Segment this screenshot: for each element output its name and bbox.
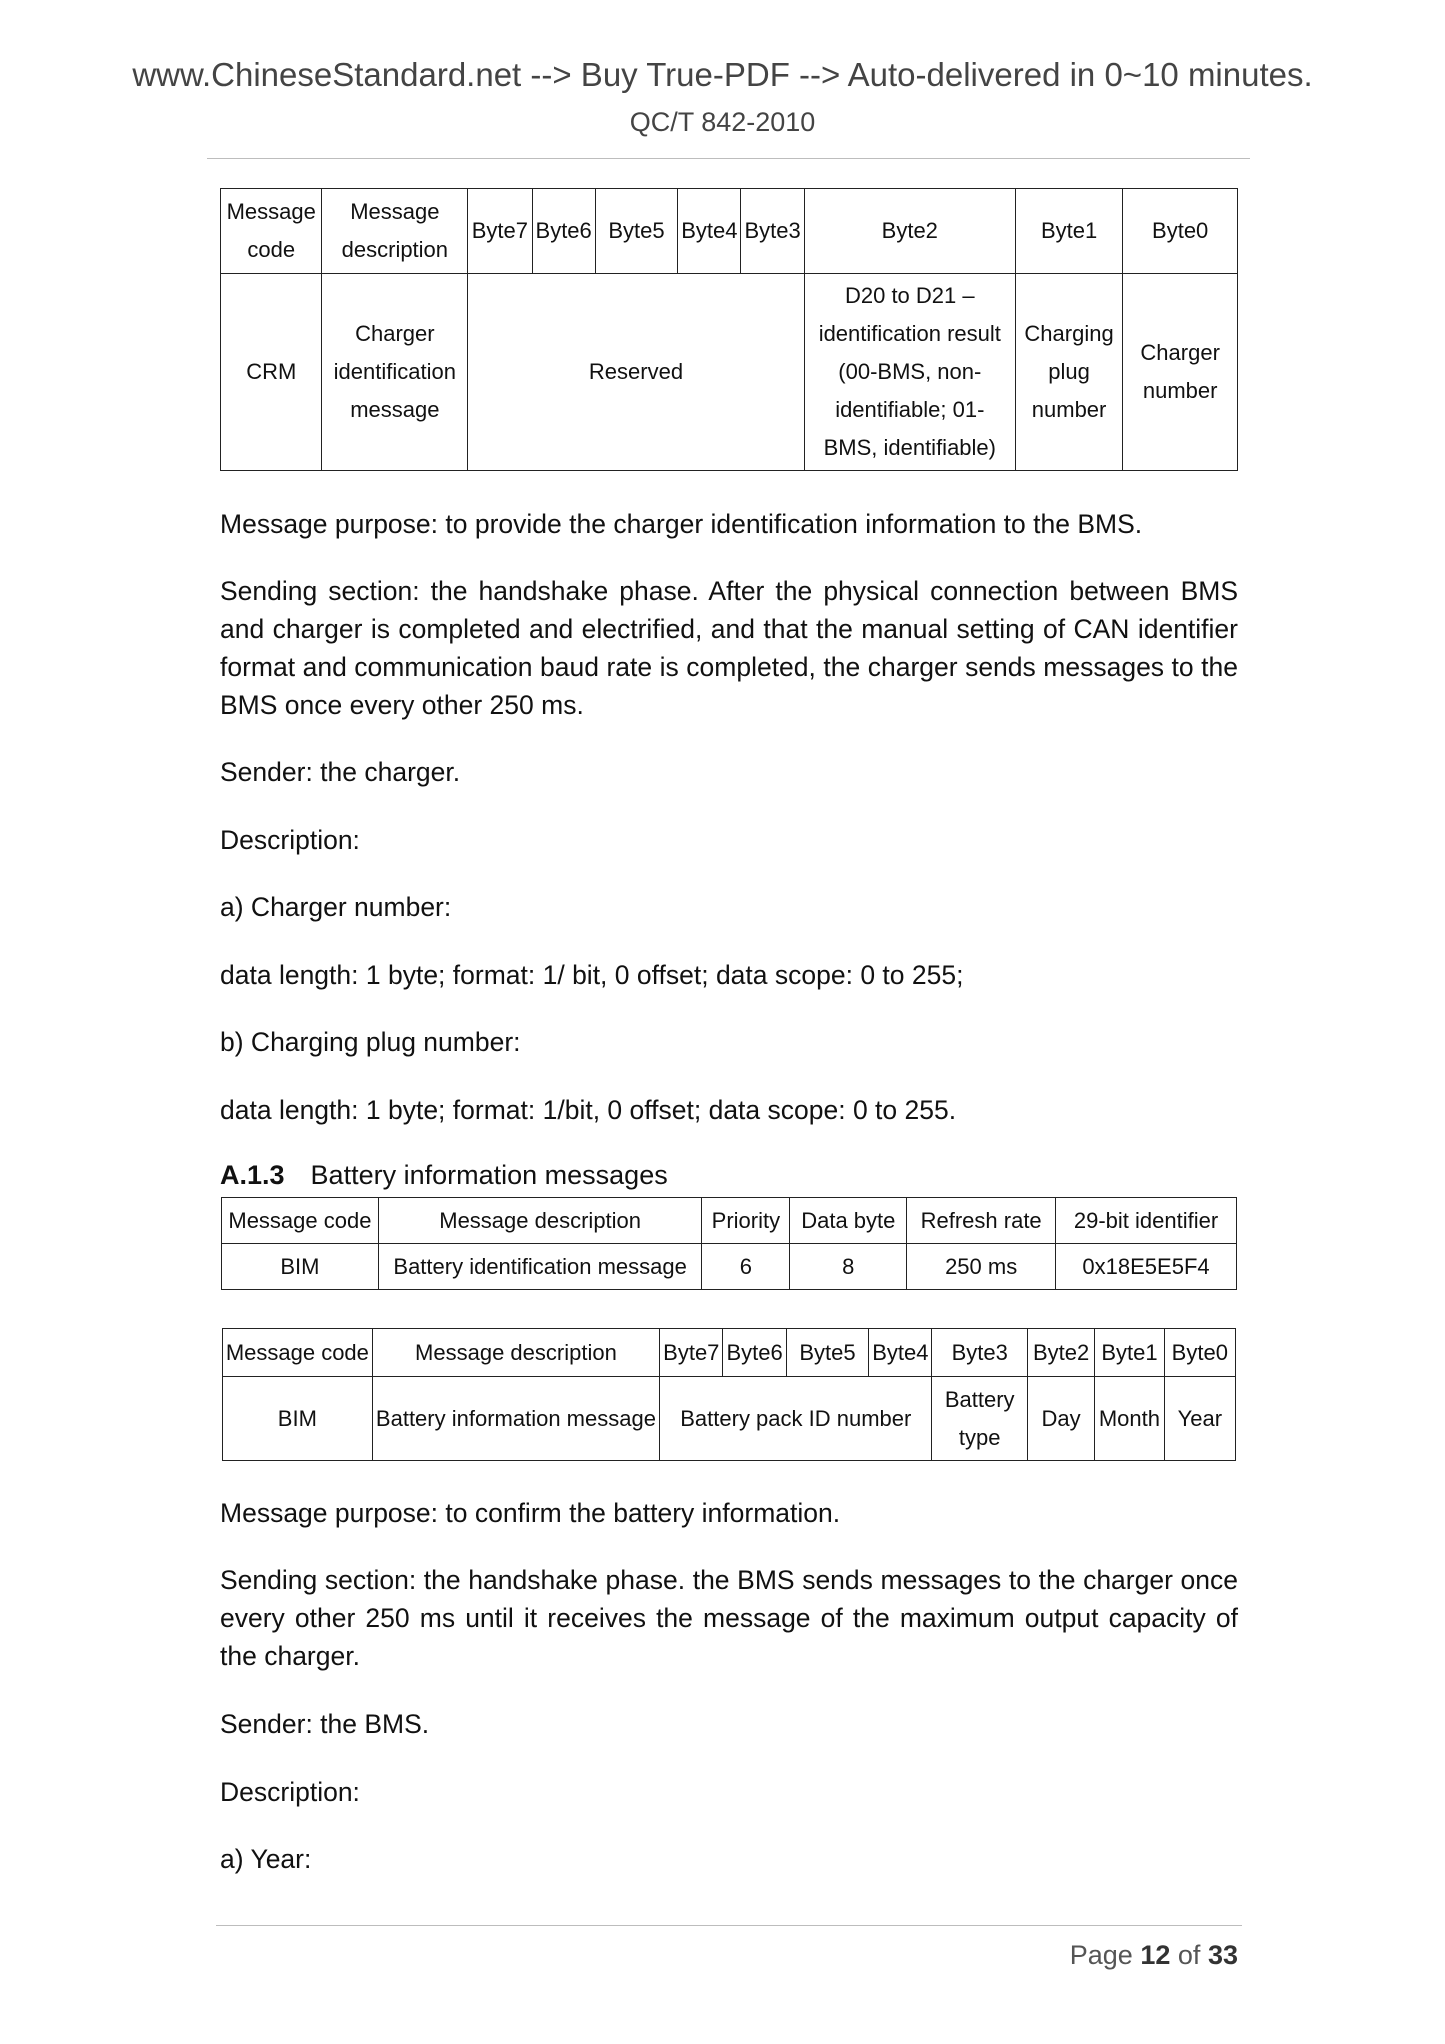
- bim-description-label: Description:: [220, 1777, 360, 1807]
- bim-header-byte7: Byte7: [660, 1329, 723, 1377]
- crm-header-byte3: Byte3: [741, 189, 804, 274]
- bim-header-byte5: Byte5: [786, 1329, 868, 1377]
- bim-summary-identifier: 0x18E5E5F4: [1056, 1244, 1237, 1290]
- bim-pack-id: Battery pack ID number: [660, 1377, 932, 1461]
- bim-summary-header-desc: Message description: [378, 1198, 702, 1244]
- bim-header-code: Message code: [223, 1329, 373, 1377]
- bim-summary-data-row: [222, 1244, 1237, 1290]
- bim-summary-header-data-byte: Data byte: [790, 1198, 907, 1244]
- bim-description: Battery information message: [372, 1377, 659, 1461]
- bim-summary-data-byte: 8: [790, 1244, 907, 1290]
- footer-divider: [216, 1925, 1242, 1926]
- crm-header-desc: Message description: [322, 189, 468, 274]
- bim-summary-header-priority: Priority: [702, 1198, 790, 1244]
- bim-sender: Sender: the BMS.: [220, 1709, 430, 1739]
- crm-data-row: [221, 274, 1238, 471]
- bim-code: BIM: [223, 1377, 373, 1461]
- section-number: A.1.3: [220, 1160, 285, 1190]
- bim-header-desc: Message description: [372, 1329, 659, 1377]
- crm-description-label: Description:: [220, 825, 360, 855]
- bim-header-row: [223, 1329, 1236, 1377]
- bim-message-table: [222, 1328, 1236, 1461]
- bim-header-byte6: Byte6: [723, 1329, 786, 1377]
- crm-sending-section: Sending section: the handshake phase. After the physical connection between BMS and charger is completed and electrified, and that the manual setting of CAN identifier format and communication baud rate is completed, the charger sends messages to the BMS once every other 250 ms.: [220, 576, 1238, 720]
- bim-sending-section: Sending section: the handshake phase. the BMS sends messages to the charger once every other 250 ms until it receives the message of the maximum output capacity of the charger.: [220, 1565, 1238, 1671]
- crm-message-table: [220, 188, 1238, 471]
- bim-summary-header-row: [222, 1198, 1237, 1244]
- crm-code: CRM: [221, 274, 322, 471]
- bim-header-byte4: Byte4: [869, 1329, 932, 1377]
- page-number: Page 12 of 33: [1069, 1940, 1238, 1970]
- crm-byte1-value: Charging plug number: [1015, 274, 1123, 471]
- bim-header-byte0: Byte0: [1164, 1329, 1235, 1377]
- bim-summary-desc: Battery identification message: [378, 1244, 702, 1290]
- crm-byte0-value: Charger number: [1123, 274, 1238, 471]
- bim-header-byte3: Byte3: [932, 1329, 1027, 1377]
- bim-item-a: a) Year:: [220, 1844, 312, 1874]
- section-title: Battery information messages: [310, 1160, 668, 1190]
- bim-summary-header-code: Message code: [222, 1198, 379, 1244]
- header-standard-code: QC/T 842-2010: [629, 107, 816, 137]
- bim-battery-type: Battery type: [932, 1377, 1027, 1461]
- bim-header-byte2: Byte2: [1027, 1329, 1094, 1377]
- bim-summary-refresh: 250 ms: [907, 1244, 1056, 1290]
- crm-item-b: b) Charging plug number:: [220, 1027, 521, 1057]
- crm-header-byte5: Byte5: [595, 189, 677, 274]
- crm-description: Charger identification message: [322, 274, 468, 471]
- crm-byte2-value: D20 to D21 – identification result (00-BMS, non- identifiable; 01- BMS, identifiable): [804, 274, 1015, 471]
- bim-data-row: [223, 1377, 1236, 1461]
- crm-item-a: a) Charger number:: [220, 892, 452, 922]
- crm-sender: Sender: the charger.: [220, 757, 461, 787]
- bim-day: Day: [1027, 1377, 1094, 1461]
- crm-item-a-detail: data length: 1 byte; format: 1/ bit, 0 offset; data scope: 0 to 255;: [220, 960, 964, 990]
- crm-header-byte0: Byte0: [1123, 189, 1238, 274]
- bim-summary-header-refresh: Refresh rate: [907, 1198, 1056, 1244]
- crm-purpose: Message purpose: to provide the charger identification information to the BMS.: [220, 509, 1143, 539]
- crm-header-byte4: Byte4: [678, 189, 741, 274]
- header-divider: [207, 158, 1250, 159]
- bim-summary-code: BIM: [222, 1244, 379, 1290]
- crm-reserved: Reserved: [468, 274, 805, 471]
- bim-year: Year: [1164, 1377, 1235, 1461]
- crm-header-byte6: Byte6: [532, 189, 595, 274]
- crm-header-byte1: Byte1: [1015, 189, 1123, 274]
- bim-summary-header-identifier: 29-bit identifier: [1056, 1198, 1237, 1244]
- bim-header-byte1: Byte1: [1095, 1329, 1164, 1377]
- section-heading: [220, 1160, 668, 1191]
- crm-header-row: [221, 189, 1238, 274]
- header-site-banner: www.ChineseStandard.net --> Buy True-PDF --> Auto-delivered in 0~10 minutes.: [132, 56, 1313, 93]
- crm-item-b-detail: data length: 1 byte; format: 1/bit, 0 offset; data scope: 0 to 255.: [220, 1095, 957, 1125]
- bim-month: Month: [1095, 1377, 1164, 1461]
- crm-header-code: Message code: [221, 189, 322, 274]
- bim-purpose: Message purpose: to confirm the battery information.: [220, 1498, 841, 1528]
- crm-header-byte7: Byte7: [468, 189, 532, 274]
- bim-summary-table: [221, 1197, 1237, 1290]
- crm-header-byte2: Byte2: [804, 189, 1015, 274]
- bim-summary-priority: 6: [702, 1244, 790, 1290]
